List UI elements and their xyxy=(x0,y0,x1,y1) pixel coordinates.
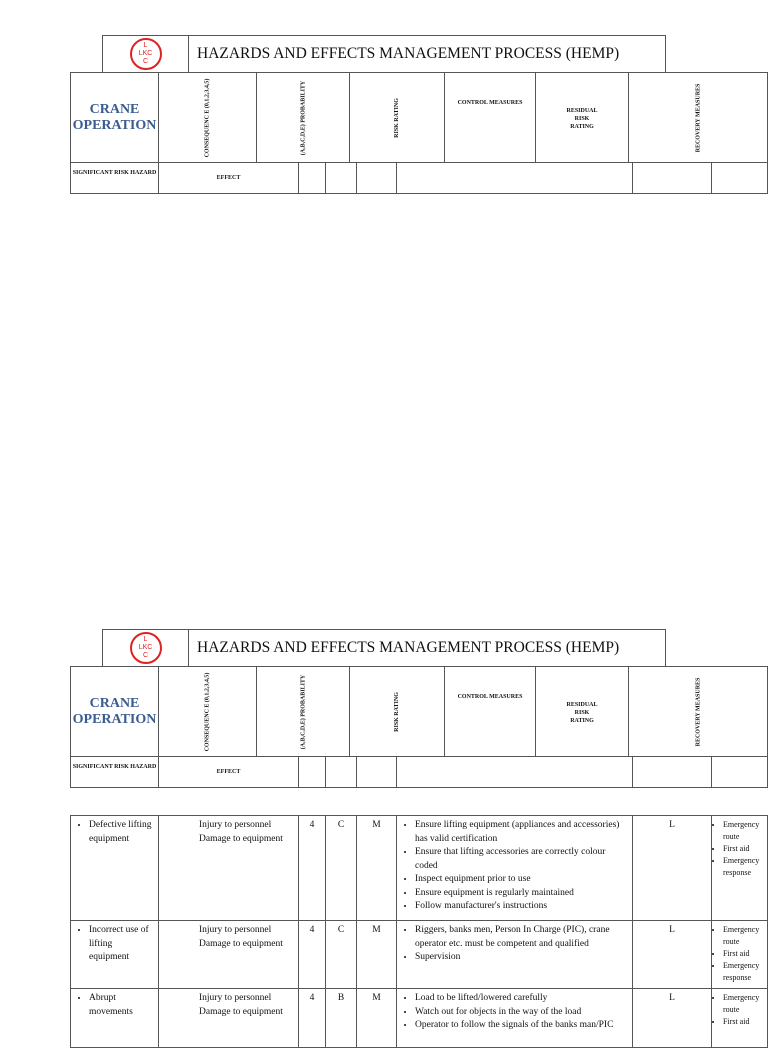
col-recovery xyxy=(628,666,768,757)
section-title: CRANE OPERATION xyxy=(70,72,159,163)
probability-cell: C xyxy=(325,920,357,989)
col-risk-rating xyxy=(349,72,445,163)
recovery-item: • Emergency route xyxy=(723,992,765,1016)
hazard-cell xyxy=(70,988,159,1048)
control-item: • Watch out for objects in the way of the load xyxy=(415,1006,628,1020)
probability-cell: C xyxy=(325,815,357,921)
col-hazard: SIGNIFICANT RISK HAZARD xyxy=(70,756,159,788)
effect-text: Damage to equipment xyxy=(199,938,283,949)
residual-cell: L xyxy=(632,920,712,989)
recovery-cell xyxy=(711,815,768,921)
recovery-cell xyxy=(711,988,768,1048)
col-residual-risk: RESIDUAL RISK RATING xyxy=(535,72,629,163)
col-effect: EFFECT xyxy=(158,756,299,788)
empty-cell xyxy=(356,162,397,194)
empty-cell xyxy=(325,162,357,194)
effect-text: Damage to equipment xyxy=(199,833,283,844)
hazard-cell xyxy=(70,815,159,921)
control-item: • Operator to follow the signals of the banks man/PIC xyxy=(415,1019,628,1033)
effect-cell xyxy=(158,988,299,1048)
effect-text: Damage to equipment xyxy=(199,1006,283,1017)
probability-cell: B xyxy=(325,988,357,1048)
effect-text: Injury to personnel xyxy=(199,820,272,830)
col-recovery xyxy=(628,72,768,163)
empty-cell xyxy=(396,756,633,788)
hazard-text: • Abrupt movements xyxy=(89,992,154,1019)
control-item: • Follow manufacturer's instructions xyxy=(415,900,628,914)
col-consequence-label: CONSEQUENC E (0,1,2,3,4,5) xyxy=(204,78,211,157)
col-control-measures: CONTROL MEASURES xyxy=(444,666,536,757)
effect-cell xyxy=(158,815,299,921)
control-item: • Supervision xyxy=(415,951,628,965)
recovery-cell xyxy=(711,920,768,989)
controls-cell xyxy=(396,920,633,989)
logo xyxy=(102,629,189,667)
recovery-item: • First aid xyxy=(723,843,765,855)
col-risk-rating-label: RISK RATING xyxy=(393,97,400,138)
page-title: HAZARDS AND EFFECTS MANAGEMENT PROCESS (HEMP) xyxy=(188,35,666,73)
empty-cell xyxy=(356,756,397,788)
empty-cell xyxy=(632,756,712,788)
risk-cell: M xyxy=(356,988,397,1048)
empty-cell xyxy=(325,756,357,788)
controls-cell xyxy=(396,815,633,921)
control-item: • Load to be lifted/lowered carefully xyxy=(415,992,628,1006)
empty-cell xyxy=(711,162,768,194)
empty-cell xyxy=(298,756,326,788)
effect-text: Injury to personnel xyxy=(199,993,272,1003)
logo xyxy=(102,35,189,73)
control-item: • Ensure that lifting accessories are correctly colour coded xyxy=(415,846,628,873)
hazard-cell xyxy=(70,920,159,989)
col-effect: EFFECT xyxy=(158,162,299,194)
control-item: • Riggers, banks men, Person In Charge (PIC), crane operator etc. must be competent and qualified xyxy=(415,924,628,951)
lkc-logo-icon: L LKC C xyxy=(130,38,162,70)
empty-cell xyxy=(632,162,712,194)
consequence-cell: 4 xyxy=(298,815,326,921)
col-probability xyxy=(256,72,350,163)
residual-cell: L xyxy=(632,988,712,1048)
col-consequence xyxy=(158,666,257,757)
col-consequence xyxy=(158,72,257,163)
col-control-measures: CONTROL MEASURES xyxy=(444,72,536,163)
empty-cell xyxy=(298,162,326,194)
recovery-item: • Emergency response xyxy=(723,960,765,984)
empty-cell xyxy=(711,756,768,788)
recovery-item: • First aid xyxy=(723,1016,765,1028)
effect-text: Injury to personnel xyxy=(199,925,272,935)
effect-cell xyxy=(158,920,299,989)
recovery-item: • First aid xyxy=(723,948,765,960)
hazard-text: • Incorrect use of lifting equipment xyxy=(89,924,154,965)
hazard-text: • Defective lifting equipment xyxy=(89,819,154,846)
consequence-cell: 4 xyxy=(298,988,326,1048)
control-item: • Inspect equipment prior to use xyxy=(415,873,628,887)
lkc-logo-icon: L LKC C xyxy=(130,632,162,664)
risk-cell: M xyxy=(356,815,397,921)
empty-cell xyxy=(396,162,633,194)
page-title: HAZARDS AND EFFECTS MANAGEMENT PROCESS (HEMP) xyxy=(188,629,666,667)
col-probability xyxy=(256,666,350,757)
risk-cell: M xyxy=(356,920,397,989)
col-risk-rating xyxy=(349,666,445,757)
control-item: • Ensure lifting equipment (appliances and accessories) has valid certification xyxy=(415,819,628,846)
col-probability-label: (A,B,C,D,E) PROBABILITY xyxy=(299,674,306,749)
recovery-item: • Emergency route xyxy=(723,819,765,843)
section-title: CRANE OPERATION xyxy=(70,666,159,757)
control-item: • Ensure equipment is regularly maintained xyxy=(415,887,628,901)
recovery-item: • Emergency route xyxy=(723,924,765,948)
col-residual-risk: RESIDUAL RISK RATING xyxy=(535,666,629,757)
col-risk-rating-label: RISK RATING xyxy=(393,691,400,732)
col-recovery-label: RECOVERY MEASURES xyxy=(695,83,701,152)
col-recovery-label: RECOVERY MEASURES xyxy=(695,677,701,746)
controls-cell xyxy=(396,988,633,1048)
recovery-item: • Emergency response xyxy=(723,855,765,879)
residual-cell: L xyxy=(632,815,712,921)
col-consequence-label: CONSEQUENC E (0,1,2,3,4,5) xyxy=(204,672,211,751)
col-probability-label: (A,B,C,D,E) PROBABILITY xyxy=(299,80,306,155)
col-hazard: SIGNIFICANT RISK HAZARD xyxy=(70,162,159,194)
consequence-cell: 4 xyxy=(298,920,326,989)
